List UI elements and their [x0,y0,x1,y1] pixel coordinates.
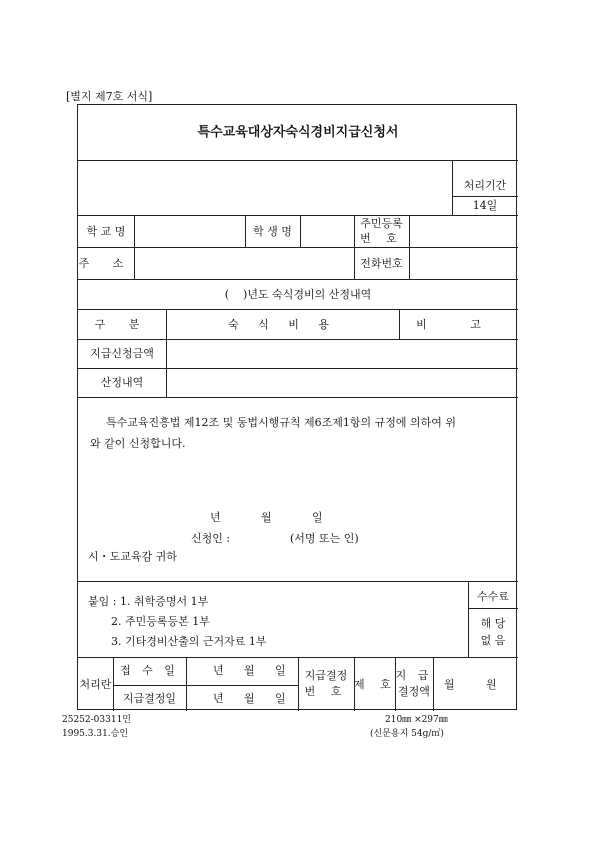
decision-day: 일 [275,692,286,705]
received-month: 월 [244,664,255,677]
resident-number-label: 주민등록 [360,217,403,230]
received-date-label: 접 수 일 [120,664,179,677]
processing-period-label: 처리기간 [463,179,507,192]
divider [78,397,518,398]
divider [134,215,135,279]
decision-year: 년 [213,692,224,705]
decision-number-label: 지급결정 [304,669,348,682]
decision-month: 월 [244,692,255,705]
divider [433,657,434,711]
fee-value: 없 음 [480,634,506,647]
application-statement: 와 같이 신청합니다. [90,437,186,450]
approval-date: 1995.3.31.승인 [62,729,129,739]
divider [113,685,298,686]
student-name-label: 학 생 명 [253,225,292,238]
requested-amount-label: 지급신청금액 [90,347,154,360]
paper-type: (신문용지 54g/㎡) [370,729,444,739]
date-day: 일 [312,511,323,524]
remark-header: 비 고 [416,318,501,331]
divider [409,215,410,279]
expense-header: 숙 식 비 용 [228,318,337,331]
processing-period-value: 14일 [472,199,498,212]
decision-amount-label: 결정액 [398,685,430,698]
divider [78,309,518,310]
applicant-signature-label: 신청인 : [191,532,231,545]
signature-note: (서명 또는 인) [290,532,359,545]
divider [78,215,518,216]
amount-field-month: 월 [444,678,455,691]
divider [300,215,301,247]
divider [78,581,518,582]
addressee: 시・도교육감 귀하 [88,550,177,563]
divider [78,339,518,340]
processing-section-label: 처리란 [79,678,112,691]
decision-number-label: 번 호 [304,685,348,698]
attachment-item-1: 붙임 : 1. 취학증명서 1부 [88,595,209,608]
phone-label: 전화번호 [360,257,403,270]
decision-date-label: 지급결정일 [122,692,177,705]
attachment-item-3: 3. 기타경비산출의 근거자료 1부 [111,635,267,648]
application-statement: 특수교육진흥법 제12조 및 동법시행규칙 제6조제1항의 규정에 의하여 위 [106,416,456,429]
attachment-item-2: 2. 주민등록등본 1부 [111,615,210,628]
received-day: 일 [275,664,286,677]
decision-amount-label: 지 급 [395,669,433,682]
form-title: 특수교육대상자숙식경비지급신청서 [197,125,399,140]
date-year: 년 [210,511,221,524]
divider [78,279,518,280]
form-code: 25252-03311민 [62,715,131,725]
date-month: 월 [261,511,272,524]
category-header: 구 분 [94,318,150,331]
won-label: 원 [486,678,497,691]
form-number: [별지 제7호 서식] [66,90,153,103]
fee-label: 수수료 [477,590,509,603]
divider [298,657,299,711]
address-label: 주 소 [78,257,134,270]
application-form [77,104,517,710]
received-year: 년 [213,664,224,677]
paper-size: 210㎜ ×297㎜ [385,715,448,725]
number-label: 제 호 [354,678,397,691]
school-name-label: 학 교 명 [86,225,126,238]
calculation-detail-label: 산정내역 [100,376,144,389]
divider [468,608,518,609]
divider [452,196,518,197]
resident-number-label: 번 호 [360,232,403,245]
divider [78,368,518,369]
fee-value: 해 당 [480,617,506,630]
divider [78,247,518,248]
calculation-heading: ( )년도 숙식경비의 산정내역 [224,288,372,301]
divider [186,657,187,711]
